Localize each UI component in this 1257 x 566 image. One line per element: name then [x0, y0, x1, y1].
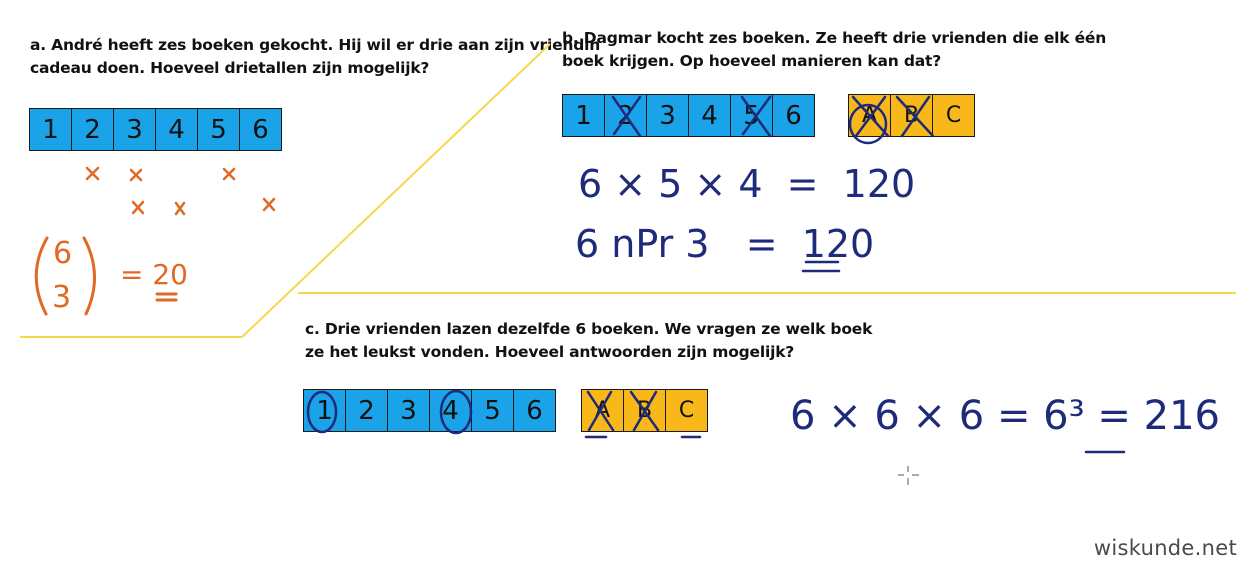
book-cell: 6	[772, 94, 815, 137]
book-cell: 2	[604, 94, 647, 137]
friend-cell: B	[890, 94, 933, 137]
question-b-line1: b. Dagmar kocht zes boeken. Ze heeft drie vrienden die elk één	[562, 29, 1107, 47]
friend-cell: B	[623, 389, 666, 432]
book-cell: 2	[71, 108, 114, 151]
friend-cell: A	[581, 389, 624, 432]
friends-row-b	[848, 94, 975, 137]
book-cell: 6	[239, 108, 282, 151]
book-cell: 5	[471, 389, 514, 432]
book-cell: 3	[387, 389, 430, 432]
book-cell: 1	[29, 108, 72, 151]
book-cell: 1	[562, 94, 605, 137]
question-a-text	[30, 34, 600, 80]
book-cell: 1	[303, 389, 346, 432]
book-cell: 2	[345, 389, 388, 432]
book-cell: 6	[513, 389, 556, 432]
book-cell: 5	[730, 94, 773, 137]
friend-cell: A	[848, 94, 891, 137]
question-c-line1: c. Drie vrienden lazen dezelfde 6 boeken. We vragen ze welk boek	[305, 320, 873, 338]
friend-cell: C	[932, 94, 975, 137]
question-a-line2: cadeau doen. Hoeveel drietallen zijn mogelijk?	[30, 59, 430, 77]
books-row-c	[303, 389, 556, 432]
question-b-line2: boek krijgen. Op hoeveel manieren kan dat?	[562, 52, 941, 70]
question-b-text	[562, 27, 1106, 73]
book-cell: 3	[113, 108, 156, 151]
calc-b-npr: 6 nPr 3 = 120	[575, 222, 875, 266]
books-row-a	[29, 108, 282, 151]
book-cell: 3	[646, 94, 689, 137]
calc-b-product: 6 × 5 × 4 = 120	[578, 162, 916, 206]
books-row-b	[562, 94, 815, 137]
question-a-line1: a. André heeft zes boeken gekocht. Hij wil er drie aan zijn vriendin	[30, 36, 601, 54]
binomial-bottom: 3	[52, 280, 72, 315]
question-c-text	[305, 318, 872, 364]
binomial-result: = 20	[120, 258, 188, 291]
friends-row-c	[581, 389, 708, 432]
friend-cell: C	[665, 389, 708, 432]
book-cell: 4	[155, 108, 198, 151]
book-cell: 5	[197, 108, 240, 151]
binomial-top: 6	[53, 236, 73, 271]
book-cell: 4	[688, 94, 731, 137]
calc-c-power: 6 × 6 × 6 = 6³ = 216	[790, 393, 1220, 439]
cross-marks-a	[87, 168, 274, 214]
book-cell: 4	[429, 389, 472, 432]
question-c-line2: ze het leukst vonden. Hoeveel antwoorden zijn mogelijk?	[305, 343, 795, 361]
brand-watermark: wiskunde.net	[1093, 536, 1237, 560]
